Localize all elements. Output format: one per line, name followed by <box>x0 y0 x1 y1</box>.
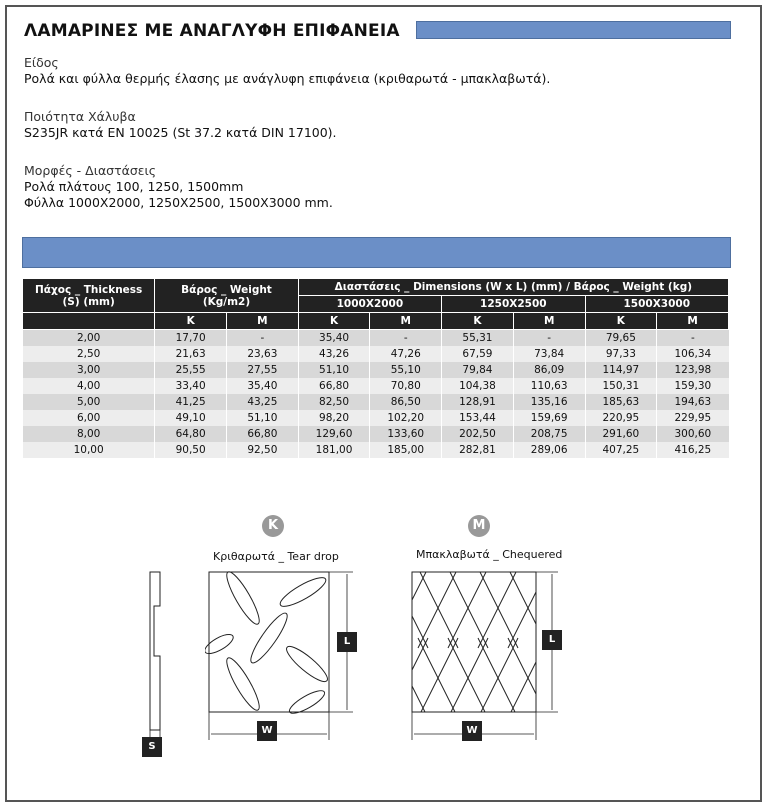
section-steel-grade <box>24 109 337 141</box>
value-cell: - <box>370 330 442 346</box>
value-cell: 55,10 <box>370 362 442 378</box>
section-line: S235JR κατά EN 10025 (St 37.2 κατά DIN 17100). <box>24 125 337 140</box>
table-body <box>23 330 729 458</box>
value-cell: 25,55 <box>155 362 227 378</box>
table-row <box>23 442 729 458</box>
section-band <box>22 237 731 268</box>
value-cell: 407,25 <box>585 442 657 458</box>
value-cell: 92,50 <box>227 442 299 458</box>
value-cell: 159,30 <box>657 378 729 394</box>
section-label: Είδος <box>24 55 59 70</box>
section-forms <box>24 163 333 211</box>
width-label: W <box>257 721 277 741</box>
value-cell: 73,84 <box>513 346 585 362</box>
length-label: L <box>337 632 357 652</box>
value-cell: 27,55 <box>227 362 299 378</box>
thickness-cell: 3,00 <box>23 362 155 378</box>
length-label: L <box>542 630 562 650</box>
table-row <box>23 378 729 394</box>
chequered-caption: Μπακλαβωτά _ Chequered <box>416 548 563 561</box>
value-cell: 123,98 <box>657 362 729 378</box>
value-cell: 110,63 <box>513 378 585 394</box>
width-label: W <box>462 721 482 741</box>
value-cell: 33,40 <box>155 378 227 394</box>
value-cell: 194,63 <box>657 394 729 410</box>
specs-table <box>22 278 729 458</box>
value-cell: 104,38 <box>442 378 514 394</box>
header-m: M <box>513 313 585 330</box>
section-line: Ρολά πλάτους 100, 1250, 1500mm <box>24 179 244 194</box>
value-cell: 51,10 <box>227 410 299 426</box>
header-k: K <box>442 313 514 330</box>
section-line: Φύλλα 1000X2000, 1250X2500, 1500X3000 mm. <box>24 195 333 210</box>
title-accent-bar <box>416 21 731 39</box>
header-size: 1000X2000 <box>298 296 441 313</box>
header-weight: Βάρος _ Weight (Kg/m2) <box>155 279 298 313</box>
value-cell: 133,60 <box>370 426 442 442</box>
value-cell: 51,10 <box>298 362 370 378</box>
value-cell: 35,40 <box>298 330 370 346</box>
value-cell: 49,10 <box>155 410 227 426</box>
thickness-cell: 5,00 <box>23 394 155 410</box>
header-size: 1500X3000 <box>585 296 728 313</box>
value-cell: 55,31 <box>442 330 514 346</box>
header-empty <box>23 313 155 330</box>
header-m: M <box>657 313 729 330</box>
value-cell: 106,34 <box>657 346 729 362</box>
section-type <box>24 55 550 87</box>
value-cell: 82,50 <box>298 394 370 410</box>
value-cell: 220,95 <box>585 410 657 426</box>
thickness-label: S <box>142 737 162 757</box>
value-cell: 185,63 <box>585 394 657 410</box>
value-cell: 66,80 <box>227 426 299 442</box>
table-row <box>23 410 729 426</box>
header-k: K <box>585 313 657 330</box>
thickness-cell: 2,00 <box>23 330 155 346</box>
value-cell: - <box>513 330 585 346</box>
k-badge: K <box>262 515 284 537</box>
value-cell: 47,26 <box>370 346 442 362</box>
table-row <box>23 426 729 442</box>
value-cell: 17,70 <box>155 330 227 346</box>
value-cell: 43,25 <box>227 394 299 410</box>
value-cell: 79,84 <box>442 362 514 378</box>
thickness-cell: 10,00 <box>23 442 155 458</box>
value-cell: - <box>227 330 299 346</box>
value-cell: 66,80 <box>298 378 370 394</box>
value-cell: 153,44 <box>442 410 514 426</box>
value-cell: 150,31 <box>585 378 657 394</box>
value-cell: 79,65 <box>585 330 657 346</box>
value-cell: 70,80 <box>370 378 442 394</box>
m-badge: M <box>468 515 490 537</box>
section-label: Ποιότητα Χάλυβα <box>24 109 136 124</box>
value-cell: 114,97 <box>585 362 657 378</box>
thickness-cell: 8,00 <box>23 426 155 442</box>
value-cell: 97,33 <box>585 346 657 362</box>
value-cell: 86,09 <box>513 362 585 378</box>
value-cell: 90,50 <box>155 442 227 458</box>
value-cell: 43,26 <box>298 346 370 362</box>
value-cell: 35,40 <box>227 378 299 394</box>
header-m: M <box>370 313 442 330</box>
value-cell: 21,63 <box>155 346 227 362</box>
thickness-cell: 6,00 <box>23 410 155 426</box>
header-dimensions: Διαστάσεις _ Dimensions (W x L) (mm) / Βάρος _ Weight (kg) <box>298 279 728 296</box>
thickness-cell: 4,00 <box>23 378 155 394</box>
value-cell: 64,80 <box>155 426 227 442</box>
header-size: 1250X2500 <box>442 296 585 313</box>
value-cell: 67,59 <box>442 346 514 362</box>
section-label: Μορφές - Διαστάσεις <box>24 163 157 178</box>
value-cell: 229,95 <box>657 410 729 426</box>
table-row <box>23 330 729 346</box>
value-cell: 98,20 <box>298 410 370 426</box>
value-cell: 208,75 <box>513 426 585 442</box>
value-cell: 128,91 <box>442 394 514 410</box>
section-line: Ρολά και φύλλα θερμής έλασης με ανάγλυφη επιφάνεια (κριθαρωτά - μπακλαβωτά). <box>24 71 551 86</box>
header-k: K <box>298 313 370 330</box>
value-cell: 135,16 <box>513 394 585 410</box>
value-cell: 41,25 <box>155 394 227 410</box>
value-cell: 86,50 <box>370 394 442 410</box>
value-cell: 202,50 <box>442 426 514 442</box>
value-cell: 291,60 <box>585 426 657 442</box>
table-row <box>23 362 729 378</box>
header-m: M <box>227 313 299 330</box>
chequered-drawing <box>408 568 568 748</box>
tear-drop-drawing <box>205 568 365 748</box>
value-cell: 181,00 <box>298 442 370 458</box>
table-row <box>23 346 729 362</box>
header-k: K <box>155 313 227 330</box>
value-cell: 416,25 <box>657 442 729 458</box>
value-cell: 300,60 <box>657 426 729 442</box>
page-title: ΛΑΜΑΡΙΝΕΣ ΜΕ ΑΝΑΓΛΥΦΗ ΕΠΙΦΑΝΕΙΑ <box>24 21 400 41</box>
value-cell: - <box>657 330 729 346</box>
table-row <box>23 394 729 410</box>
header-thickness: Πάχος _ Thickness (S) (mm) <box>23 279 155 313</box>
value-cell: 289,06 <box>513 442 585 458</box>
tear-drop-caption: Κριθαρωτά _ Tear drop <box>213 550 339 563</box>
value-cell: 23,63 <box>227 346 299 362</box>
value-cell: 282,81 <box>442 442 514 458</box>
value-cell: 102,20 <box>370 410 442 426</box>
value-cell: 159,69 <box>513 410 585 426</box>
thickness-cell: 2,50 <box>23 346 155 362</box>
value-cell: 185,00 <box>370 442 442 458</box>
value-cell: 129,60 <box>298 426 370 442</box>
